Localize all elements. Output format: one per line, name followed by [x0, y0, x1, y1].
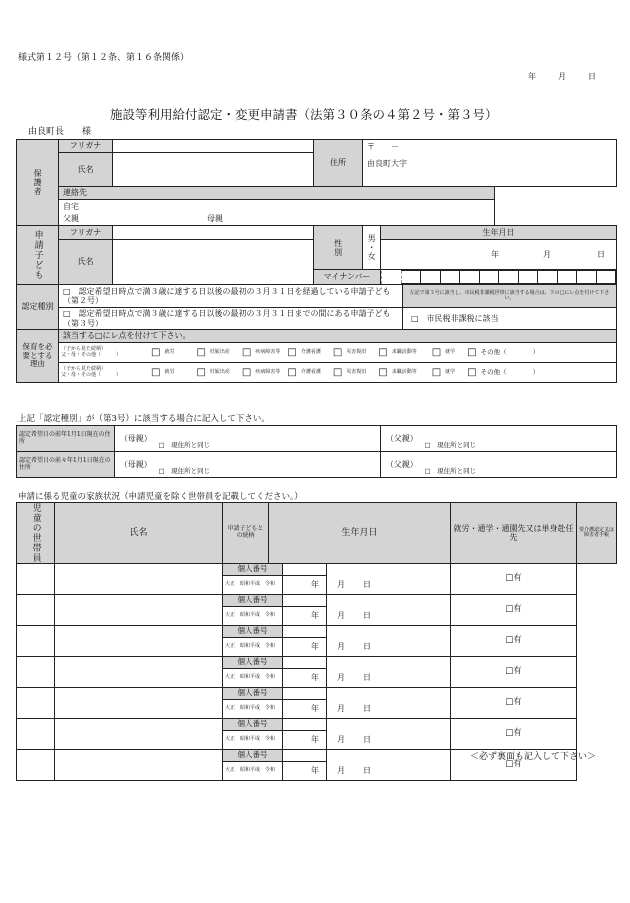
reason-instruction: 該当する□にレ点を付けて下さい。 — [59, 330, 617, 343]
household-row — [17, 719, 617, 731]
era-choice[interactable]: 大正 昭和平成 令和 — [223, 669, 283, 688]
previous-address-caption: 上記「認定種別」が（第3号）に該当する場合に記入して下さい。 — [18, 414, 270, 424]
prev-address-label-1: 認定希望日の前年1月1日現在の住所 — [17, 426, 115, 452]
reason-study: 就学 — [445, 368, 456, 375]
guardian-furigana-label: フリガナ — [59, 140, 113, 153]
col-care: 要介護認定又は障害者手帳 — [577, 503, 617, 564]
birth-year: 年 — [311, 642, 319, 652]
checkbox[interactable]: □ — [467, 366, 477, 378]
birth-month: 月 — [337, 766, 345, 776]
personal-number-field[interactable] — [283, 719, 327, 731]
reason-job-seeking: 求職活動等 — [391, 348, 417, 355]
applicant-table — [16, 139, 617, 383]
prev-address-label-2: 認定希望日の前々年1月1日現在の住所 — [17, 452, 115, 478]
prev-mother-label-2: （母親） — [115, 452, 157, 478]
checkbox[interactable]: □ — [332, 346, 343, 358]
care-checkbox[interactable]: □有 — [451, 564, 577, 595]
personal-number-label: 個人番号 — [223, 595, 283, 607]
member-birthdate-field[interactable] — [283, 669, 371, 688]
member-work-field[interactable] — [327, 626, 451, 657]
household-section-label: 児童の世帯員 — [17, 503, 55, 564]
guardian-section-label: 保護者 — [17, 140, 59, 226]
reason-care: 介護看護 — [300, 368, 321, 375]
birth-day: 日 — [363, 766, 371, 776]
birth-month: 月 — [337, 704, 345, 714]
member-name-field[interactable] — [17, 750, 55, 781]
date-line — [528, 71, 596, 82]
household-caption: 申請に係る児童の家族状況（申請児童を除く世帯員を記載してください。） — [18, 492, 303, 502]
home-phone-field[interactable] — [59, 200, 495, 213]
prev-father-field-1[interactable] — [423, 426, 617, 452]
same-address-checkbox[interactable]: □ 現住所と同じ — [424, 466, 477, 475]
member-relation-field[interactable] — [55, 688, 223, 719]
member-birthdate-field[interactable] — [283, 762, 371, 781]
birth-year: 年 — [311, 766, 319, 776]
member-name-field[interactable] — [17, 564, 55, 595]
member-work-field[interactable] — [327, 564, 451, 595]
member-name-field[interactable] — [17, 626, 55, 657]
personal-number-field[interactable] — [283, 657, 327, 669]
member-relation-field[interactable] — [55, 595, 223, 626]
relation-line: 父・母・その他（ ） — [61, 371, 122, 378]
col-name: 氏名 — [55, 503, 223, 564]
member-relation-field[interactable] — [55, 564, 223, 595]
reason-study: 就学 — [445, 348, 456, 355]
personal-number-field[interactable] — [283, 688, 327, 700]
tax-exempt-checkbox[interactable]: □ 市民税非課税に該当 — [403, 308, 617, 330]
child-furigana-field[interactable] — [113, 226, 314, 240]
member-birthdate-field[interactable] — [283, 638, 371, 657]
col-relation: 申請子どもとの続柄 — [223, 503, 269, 564]
member-relation-field[interactable] — [55, 719, 223, 750]
parent-phone-field[interactable] — [59, 213, 495, 226]
sex-label: 性別 — [314, 226, 363, 270]
member-relation-field[interactable] — [55, 626, 223, 657]
personal-number-field[interactable] — [283, 626, 327, 638]
date-year: 年 — [528, 72, 536, 81]
same-address-checkbox[interactable]: □ 現住所と同じ — [424, 440, 477, 449]
member-name-field[interactable] — [17, 595, 55, 626]
member-work-field[interactable] — [327, 750, 451, 781]
contact-label: 連絡先 — [59, 187, 495, 200]
birth-year: 年 — [311, 580, 319, 590]
certification-option-3[interactable]: □ 認定希望日時点で満３歳に達する日以後の最初の３月３１日までの間にある申請子ども（第３号） — [59, 308, 403, 330]
prev-mother-field-1[interactable] — [157, 426, 381, 452]
care-checkbox[interactable]: □有 — [451, 595, 577, 626]
checkbox[interactable]: □ — [431, 366, 442, 378]
tax-exempt-note: 左記で第３号に該当し、市民税非課税世帯に該当する場合は、下の□にレ点を付けて下さい。 — [403, 285, 617, 308]
birth-day: 日 — [363, 704, 371, 714]
certification-label: 認定種別 — [17, 285, 59, 330]
household-row — [17, 595, 617, 607]
postal-mark: 〒 － — [367, 142, 399, 151]
birth-year: 年 — [311, 673, 319, 683]
reason-pregnancy: 妊娠出産 — [209, 348, 230, 355]
relation-line: 父・母・その他（ ） — [61, 351, 122, 358]
member-birthdate-field[interactable] — [283, 607, 371, 626]
birth-year: 年 — [491, 249, 499, 259]
father-label: 父親 — [63, 214, 79, 224]
birthdate-label: 生年月日 — [381, 226, 617, 240]
prev-mother-field-2[interactable] — [157, 452, 381, 478]
sex-choice[interactable]: 男・女 — [363, 226, 381, 270]
era-choice[interactable]: 大正 昭和平成 令和 — [223, 700, 283, 719]
member-work-field[interactable] — [327, 719, 451, 750]
checkbox[interactable]: □ — [241, 366, 252, 378]
member-work-field[interactable] — [327, 657, 451, 688]
reason-row-1[interactable] — [59, 343, 617, 363]
care-checkbox[interactable]: □有 — [451, 626, 577, 657]
same-address-checkbox[interactable]: □ 現住所と同じ — [158, 440, 211, 449]
birth-day: 日 — [363, 673, 371, 683]
reason-job-seeking: 求職活動等 — [391, 368, 417, 375]
birth-month: 月 — [337, 611, 345, 621]
date-day: 日 — [588, 72, 596, 81]
checkbox[interactable]: □ — [287, 366, 297, 378]
prev-father-label-2: （父親） — [381, 452, 423, 478]
personal-number-label: 個人番号 — [223, 626, 283, 638]
reason-other: その他（ ） — [480, 367, 540, 376]
checkbox[interactable]: □ — [431, 346, 442, 358]
reason-label: 保育を必要とする理由 — [17, 330, 59, 383]
child-name-field[interactable] — [113, 240, 314, 285]
member-work-field[interactable] — [327, 688, 451, 719]
blank-cell — [495, 187, 617, 226]
checkbox[interactable]: □ — [287, 346, 297, 358]
household-row — [17, 688, 617, 700]
checkbox[interactable]: □ — [467, 346, 477, 358]
child-furigana-label: フリガナ — [59, 226, 113, 240]
member-relation-field[interactable] — [55, 750, 223, 781]
checkbox[interactable]: □ — [151, 346, 161, 358]
member-birthdate-field[interactable] — [283, 700, 371, 719]
birth-month: 月 — [543, 249, 551, 259]
birth-day: 日 — [363, 611, 371, 621]
care-checkbox[interactable]: □有 — [451, 719, 577, 750]
checkbox[interactable]: □ — [378, 346, 388, 358]
child-name-label: 氏名 — [59, 240, 113, 285]
personal-number-field[interactable] — [283, 750, 327, 762]
reason-disaster: 災害復旧 — [346, 368, 367, 375]
care-checkbox[interactable]: □有 — [451, 657, 577, 688]
checkbox[interactable]: □ — [151, 366, 161, 378]
birth-month: 月 — [337, 735, 345, 745]
personal-number-label: 個人番号 — [223, 564, 283, 576]
prev-father-field-2[interactable] — [423, 452, 617, 478]
household-row — [17, 564, 617, 576]
reason-disaster: 災害復旧 — [346, 348, 367, 355]
member-name-field[interactable] — [17, 657, 55, 688]
member-name-field[interactable] — [17, 688, 55, 719]
member-work-field[interactable] — [327, 595, 451, 626]
personal-number-label: 個人番号 — [223, 750, 283, 762]
birth-year: 年 — [311, 611, 319, 621]
guardian-name-label: 氏名 — [59, 153, 113, 187]
care-checkbox[interactable]: □有 — [451, 688, 577, 719]
era-choice[interactable]: 大正 昭和平成 令和 — [223, 762, 283, 781]
personal-number-label: 個人番号 — [223, 719, 283, 731]
reason-illness: 疾病障害等 — [255, 368, 281, 375]
mynumber-label: マイナンバー — [314, 270, 381, 285]
address-prefix: 由良町大字 — [367, 159, 407, 169]
reason-pregnancy: 妊娠出産 — [209, 368, 230, 375]
birth-day: 日 — [363, 735, 371, 745]
relation-hint: （子から見た続柄） — [61, 346, 107, 352]
mynumber-field[interactable] — [381, 270, 617, 285]
era-choice[interactable]: 大正 昭和平成 令和 — [223, 576, 283, 595]
member-relation-field[interactable] — [55, 657, 223, 688]
reason-illness: 疾病障害等 — [255, 348, 281, 355]
checkbox[interactable]: □ — [196, 346, 206, 358]
col-birthdate: 生年月日 — [269, 503, 451, 564]
birth-year: 年 — [311, 704, 319, 714]
birth-month: 月 — [337, 580, 345, 590]
date-month: 月 — [558, 72, 566, 81]
same-address-checkbox[interactable]: □ 現住所と同じ — [158, 466, 211, 475]
addressee: 由良町長 様 — [28, 127, 92, 137]
birth-month: 月 — [337, 642, 345, 652]
reason-other: その他（ ） — [480, 347, 540, 356]
form-title: 施設等利用給付認定・変更申請書（法第３０条の４第２号・第３号） — [110, 107, 498, 122]
guardian-name-field[interactable] — [113, 153, 314, 187]
checkbox[interactable]: □ — [196, 366, 206, 378]
personal-number-field[interactable] — [283, 564, 327, 576]
personal-number-label: 個人番号 — [223, 657, 283, 669]
home-label: 自宅 — [63, 201, 79, 211]
guardian-address-label: 住所 — [314, 140, 363, 187]
previous-address-table — [16, 425, 617, 478]
reason-care: 介護看護 — [300, 348, 321, 355]
reason-work: 就労 — [164, 368, 175, 375]
prev-father-label-1: （父親） — [381, 426, 423, 452]
checkbox[interactable]: □ — [378, 366, 388, 378]
form-number: 様式第１２号（第１２条、第１６条関係） — [18, 53, 190, 63]
birth-day: 日 — [363, 580, 371, 590]
reason-work: 就労 — [164, 348, 175, 355]
relation-hint: （子から見た続柄） — [61, 366, 107, 372]
household-table — [16, 502, 617, 781]
certification-option-2[interactable]: □ 認定希望日時点で満３歳に達する日以後の最初の３月３１日を経過している申請子ども（第２号） — [59, 285, 403, 308]
household-row — [17, 657, 617, 669]
checkbox[interactable]: □ — [332, 366, 343, 378]
member-name-field[interactable] — [17, 719, 55, 750]
birth-day: 日 — [597, 249, 605, 259]
personal-number-label: 個人番号 — [223, 688, 283, 700]
personal-number-field[interactable] — [283, 595, 327, 607]
footer-note: ＜必ず裏面も記入して下さい＞ — [470, 752, 597, 762]
birthdate-field[interactable] — [381, 240, 617, 270]
prev-mother-label-1: （母親） — [115, 426, 157, 452]
member-birthdate-field[interactable] — [283, 576, 371, 595]
guardian-furigana-field[interactable] — [113, 140, 314, 153]
era-choice[interactable]: 大正 昭和平成 令和 — [223, 638, 283, 657]
era-choice[interactable]: 大正 昭和平成 令和 — [223, 731, 283, 750]
birth-day: 日 — [363, 642, 371, 652]
child-section-label: 申請子ども — [17, 226, 59, 285]
birth-month: 月 — [337, 673, 345, 683]
reason-row-2[interactable] — [59, 363, 617, 383]
member-birthdate-field[interactable] — [283, 731, 371, 750]
care-checkbox[interactable]: □有 — [451, 750, 577, 781]
era-choice[interactable]: 大正 昭和平成 令和 — [223, 607, 283, 626]
col-work: 就労・通学・通園先又は単身赴任先 — [451, 503, 577, 564]
birth-year: 年 — [311, 735, 319, 745]
mother-label: 母親 — [207, 214, 223, 224]
checkbox[interactable]: □ — [241, 346, 252, 358]
guardian-address-field[interactable] — [363, 140, 617, 187]
household-row — [17, 626, 617, 638]
